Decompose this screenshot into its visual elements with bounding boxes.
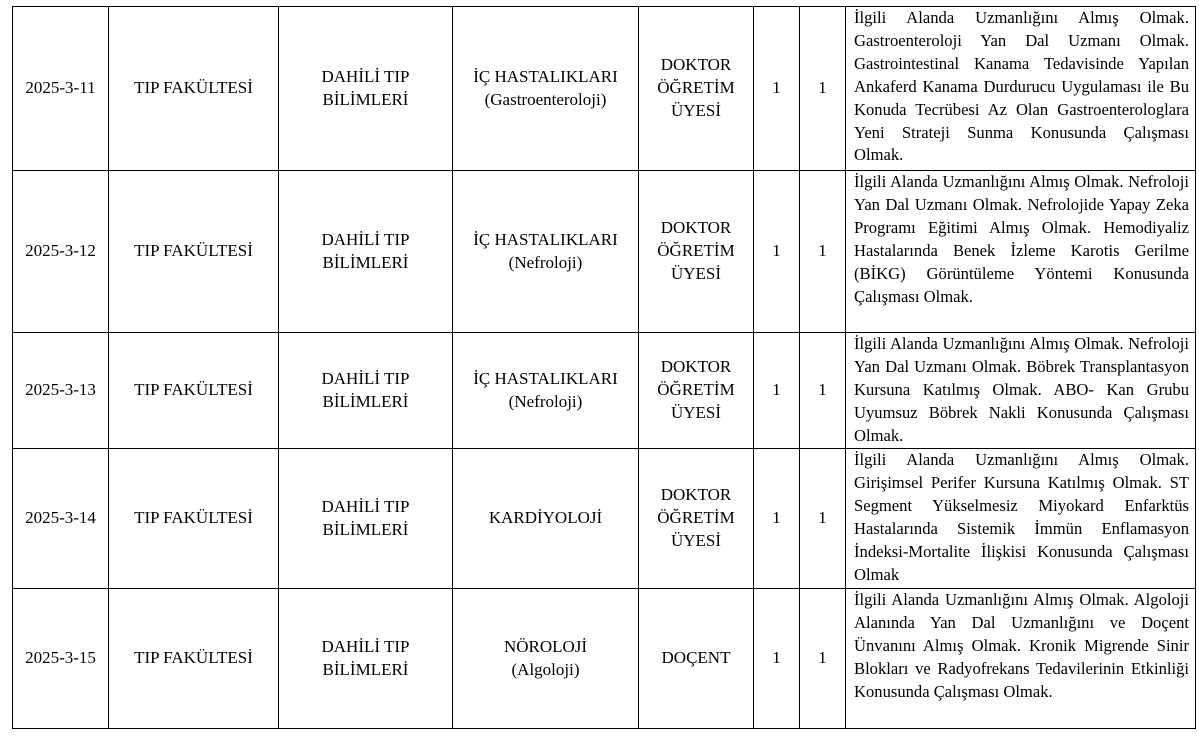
faculty-cell: TIP FAKÜLTESİ [109, 333, 279, 449]
subdepartment-cell [453, 333, 639, 449]
subdepartment-cell-line: NÖROLOJİ [503, 636, 588, 656]
subdepartment-cell-line: İÇ HASTALIKLARI [473, 66, 618, 86]
requirements-cell: İlgili Alanda Uzmanlığını Almış Olmak. Gastroenteroloji Yan Dal Uzmanı Olmak. Gastrointestinal Kanama Tedavisinde Yapılan Ankaferd Kanama Durdurucu Uygulaması ile Bu Konuda Tecrübesi Az Olan Gastroenterologlara Yeni Strateji Sunma Konusunda Çalışması Olmak. [846, 7, 1196, 171]
faculty-cell: TIP FAKÜLTESİ [109, 171, 279, 333]
department-cell [279, 171, 453, 333]
academic-title-cell-line: ÖĞRETİM [657, 78, 735, 98]
department-cell-line: BİLİMLERİ [322, 659, 409, 679]
requirements-cell: İlgili Alanda Uzmanlığını Almış Olmak. Girişimsel Perifer Kursuna Katılmış Olmak. ST Segment Yükselmesiz Miyokard Enfarktüs Hastalarında Sistemik İmmün Enflamasyon İndeksi-Mortalite İlişkisi Konusunda Çalışması Olmak [846, 449, 1196, 589]
table-body [13, 7, 1196, 729]
academic-title-cell-line: ÜYESİ [670, 402, 722, 422]
academic-title-cell-line: DOKTOR [660, 55, 732, 75]
department-cell-line: DAHİLİ TIP [321, 496, 410, 516]
table-row [13, 589, 1196, 729]
academic-title-cell [639, 333, 754, 449]
count-cell: 1 [800, 589, 846, 729]
faculty-cell: TIP FAKÜLTESİ [109, 589, 279, 729]
count-cell: 1 [754, 333, 800, 449]
requirements-cell: İlgili Alanda Uzmanlığını Almış Olmak. Nefroloji Yan Dal Uzmanı Olmak. Böbrek Transplantasyon Kursuna Katılmış Olmak. ABO- Kan Grubu Uyumsuz Böbrek Nakli Konusunda Çalışması Olmak. [846, 333, 1196, 449]
table-row [13, 7, 1196, 171]
subdepartment-cell [453, 589, 639, 729]
academic-title-cell-line: ÖĞRETİM [657, 380, 735, 400]
department-cell-line: DAHİLİ TIP [321, 229, 410, 249]
department-cell-line: BİLİMLERİ [322, 89, 409, 109]
academic-title-cell-line: ÖĞRETİM [657, 241, 735, 261]
subdepartment-cell-line: (Algoloji) [511, 659, 580, 679]
academic-title-cell-line: DOKTOR [660, 357, 732, 377]
department-cell [279, 333, 453, 449]
academic-title-cell-line: ÜYESİ [670, 100, 722, 120]
department-cell [279, 449, 453, 589]
department-cell-line: BİLİMLERİ [322, 391, 409, 411]
subdepartment-cell [453, 171, 639, 333]
academic-title-cell-line: DOÇENT [661, 648, 731, 668]
position-code-cell: 2025-3-15 [13, 589, 109, 729]
department-cell-line: DAHİLİ TIP [321, 368, 410, 388]
academic-title-cell [639, 449, 754, 589]
academic-title-cell [639, 171, 754, 333]
department-cell-line: DAHİLİ TIP [321, 636, 410, 656]
academic-title-cell [639, 7, 754, 171]
subdepartment-cell [453, 449, 639, 589]
table-row [13, 171, 1196, 333]
count-cell: 1 [754, 449, 800, 589]
count-cell: 1 [754, 589, 800, 729]
department-cell-line: DAHİLİ TIP [321, 66, 410, 86]
table-row [13, 333, 1196, 449]
count-cell: 1 [800, 449, 846, 589]
department-cell [279, 7, 453, 171]
requirements-cell: İlgili Alanda Uzmanlığını Almış Olmak. Nefroloji Yan Dal Uzmanı Olmak. Nefrolojide Yapay Zeka Programı Eğitimi Almış Olmak. Hemodiyaliz Hastalarında Benek İzleme Karotis Gerilme (BİKG) Görüntüleme Yöntemi Konusunda Çalışması Olmak. [846, 171, 1196, 333]
table-row [13, 449, 1196, 589]
academic-title-cell-line: ÖĞRETİM [657, 508, 735, 528]
subdepartment-cell-line: İÇ HASTALIKLARI [473, 368, 618, 388]
department-cell-line: BİLİMLERİ [322, 252, 409, 272]
faculty-cell: TIP FAKÜLTESİ [109, 7, 279, 171]
subdepartment-cell [453, 7, 639, 171]
subdepartment-cell-line: KARDİYOLOJİ [488, 508, 603, 528]
count-cell: 1 [800, 7, 846, 171]
academic-title-cell-line: ÜYESİ [670, 530, 722, 550]
count-cell: 1 [800, 333, 846, 449]
department-cell [279, 589, 453, 729]
academic-title-cell-line: ÜYESİ [670, 263, 722, 283]
subdepartment-cell-line: (Nefroloji) [508, 252, 583, 272]
position-table [12, 6, 1196, 729]
department-cell-line: BİLİMLERİ [322, 519, 409, 539]
subdepartment-cell-line: (Gastroenteroloji) [484, 89, 607, 109]
position-code-cell: 2025-3-13 [13, 333, 109, 449]
count-cell: 1 [800, 171, 846, 333]
count-cell: 1 [754, 171, 800, 333]
faculty-cell: TIP FAKÜLTESİ [109, 449, 279, 589]
position-code-cell: 2025-3-14 [13, 449, 109, 589]
academic-title-cell-line: DOKTOR [660, 218, 732, 238]
subdepartment-cell-line: İÇ HASTALIKLARI [473, 229, 618, 249]
academic-title-cell-line: DOKTOR [660, 485, 732, 505]
document-page [12, 6, 1196, 729]
position-code-cell: 2025-3-12 [13, 171, 109, 333]
academic-title-cell [639, 589, 754, 729]
subdepartment-cell-line: (Nefroloji) [508, 391, 583, 411]
position-code-cell: 2025-3-11 [13, 7, 109, 171]
count-cell: 1 [754, 7, 800, 171]
requirements-cell: İlgili Alanda Uzmanlığını Almış Olmak. Algoloji Alanında Yan Dal Uzmanlığını ve Doçent Ünvanını Almış Olmak. Kronik Migrende Sinir Blokları ve Radyofrekans Tedavilerinin Etkinliği Konusunda Çalışması Olmak. [846, 589, 1196, 729]
